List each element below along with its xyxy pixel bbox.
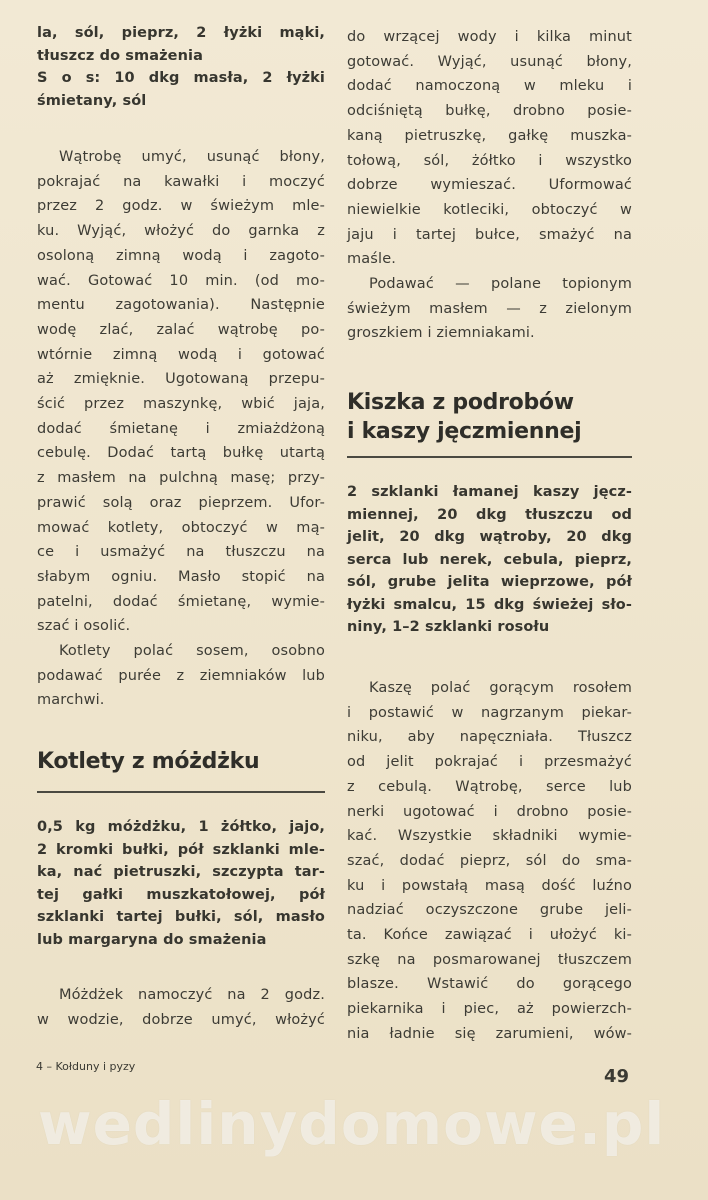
text-line: piekarnika i piec, aż powierzch-	[347, 1001, 632, 1018]
text-line: wać. Gotować 10 min. (od mo-	[37, 272, 325, 289]
text-line: dodać namoczoną w mleku i	[347, 78, 632, 95]
text-line: cebulę. Dodać tartą bułkę utartą	[37, 445, 325, 462]
text-line: słabym ogniu. Masło stopić na	[37, 568, 325, 585]
instructions-paragraph-4	[347, 676, 632, 1047]
text-line: do wrzącej wody i kilka minut	[347, 29, 632, 45]
page-number: 49	[604, 1066, 630, 1087]
instructions-paragraph-3	[37, 983, 325, 1032]
text-line: ku. Wyjąć, włożyć do garnka z	[37, 223, 325, 240]
text-line: gotować. Wyjąć, usunąć błony,	[347, 53, 632, 70]
ingredients-line: łyżki smalcu, 15 dkg świeżej sło-	[347, 596, 632, 613]
ingredients-block-2	[37, 816, 325, 951]
title-line: i kaszy jęczmiennej	[347, 419, 582, 444]
watermark: wedlinydomowe.pl	[38, 1090, 666, 1158]
text-line: z cebulą. Wątrobę, serce lub	[347, 778, 632, 795]
text-line: groszkiem i ziemniakami.	[347, 325, 535, 342]
text-line: tołową, sól, żółtko i wszystko	[347, 152, 632, 169]
text-line: Podawać — polane topionym	[369, 276, 632, 293]
text-line: w wodzie, dobrze umyć, włożyć	[37, 1011, 325, 1028]
ingredients-line: 2 szklanki łamanej kaszy jęcz-	[347, 484, 632, 500]
text-line: niewielkie kotleciki, obtoczyć w	[347, 201, 632, 218]
text-line: ce i usmażyć na tłuszczu na	[37, 544, 325, 561]
ingredients-line: szklanki tartej bułki, sól, masło	[37, 909, 325, 925]
chapter-footer: 4 – Kołduny i pyzy	[36, 1060, 136, 1073]
text-line: maśle.	[347, 251, 397, 268]
text-line: marchwi.	[37, 692, 105, 709]
text-line: pokrajać na kawałki i moczyć	[37, 173, 325, 190]
ingredients-line: lub margaryna do smażenia	[37, 931, 267, 948]
text-line: dobrze wymieszać. Uformować	[347, 177, 632, 194]
text-line: odciśniętą bułkę, drobno posie-	[347, 103, 632, 120]
text-line: i postawić w nagrzanym piekar-	[347, 704, 632, 721]
text-line: wodę zlać, zalać wątrobę po-	[37, 321, 325, 338]
text-line: od jelit pokrajać i przesmażyć	[347, 754, 632, 771]
instructions-paragraph-1	[37, 145, 325, 713]
title-line: Kiszka z podrobów	[347, 390, 574, 415]
ingredients-line: miennej, 20 dkg tłuszczu od	[347, 506, 632, 523]
text-line: ta. Końce zawiązać i ułożyć ki-	[347, 927, 632, 944]
title-divider	[347, 456, 632, 458]
text-line: Wątrobę umyć, usunąć błony,	[59, 149, 325, 165]
text-line: mować kotlety, obtoczyć w mą-	[37, 519, 325, 536]
text-line: ku i powstałą masą dość luźno	[347, 877, 632, 894]
recipe-title: Kotlety z móżdżku	[37, 749, 260, 774]
text-line: z masłem na pulchną masę; przy-	[37, 470, 325, 487]
text-line: prawić solą oraz pieprzem. Ufor-	[37, 494, 325, 511]
ingredients-block-1	[37, 22, 325, 112]
text-line: kaną pietruszkę, gałkę muszka-	[347, 127, 632, 144]
text-line: dodać śmietanę i zmiażdżoną	[37, 420, 325, 437]
ingredients-line: 2 kromki bułki, pół szklanki mle-	[37, 841, 325, 858]
text-line: wtórnie zimną wodą i gotować	[37, 346, 325, 363]
ingredients-line: serca lub nerek, cebula, pieprz,	[347, 551, 632, 568]
sauce-line: S o s: 10 dkg masła, 2 łyżki	[37, 70, 325, 86]
text-line: patelni, dodać śmietanę, wymie-	[37, 593, 325, 610]
text-line: aż zmięknie. Ugotowaną przepu-	[37, 371, 325, 388]
text-line: Kaszę polać gorącym rosołem	[369, 680, 632, 696]
text-line: nia ładnie się zarumieni, wów-	[347, 1025, 632, 1042]
text-line: podawać purée z ziemniaków lub	[37, 667, 325, 684]
ingredients-line: 0,5 kg móżdżku, 1 żółtko, jajo,	[37, 819, 325, 835]
ingredients-line: ka, nać pietruszki, szczypta tar-	[37, 864, 325, 880]
text-line: szać, dodać pieprz, sól do sma-	[347, 852, 632, 869]
ingredients-line: niny, 1–2 szklanki rosołu	[347, 619, 550, 635]
ingredients-block-3	[347, 481, 632, 639]
ingredients-line: jelit, 20 dkg wątroby, 20 dkg	[347, 529, 632, 545]
recipe-title	[347, 388, 581, 446]
text-line: jaju i tartej bułce, smażyć na	[347, 226, 632, 243]
sauce-line: śmietany, sól	[37, 92, 147, 109]
text-line: Kotlety polać sosem, osobno	[59, 643, 325, 660]
ingredients-line: sól, grube jelita wieprzowe, pół	[347, 574, 632, 590]
instructions-continued	[347, 25, 632, 346]
ingredients-line: tłuszcz do smażenia	[37, 47, 203, 64]
text-line: blasze. Wstawić do gorącego	[347, 976, 632, 993]
text-line: ścić przez maszynkę, wbić jaja,	[37, 396, 325, 413]
text-line: szać i osolić.	[37, 618, 131, 635]
text-line: świeżym masłem — z zielonym	[347, 300, 632, 317]
text-line: niku, aby napęczniała. Tłuszcz	[347, 729, 632, 746]
text-line: osoloną zimną wodą i zagoto-	[37, 247, 325, 264]
text-line: przez 2 godz. w świeżym mle-	[37, 198, 325, 215]
title-divider	[37, 791, 325, 793]
text-line: kać. Wszystkie składniki wymie-	[347, 828, 632, 845]
text-line: nerki ugotować i drobno posie-	[347, 803, 632, 820]
ingredients-line: tej gałki muszkatołowej, pół	[37, 886, 325, 903]
ingredients-line: la, sól, pieprz, 2 łyżki mąki,	[37, 25, 325, 41]
text-line: Móżdżek namoczyć na 2 godz.	[59, 987, 325, 1003]
text-line: nadziać oczyszczone grube jeli-	[347, 902, 632, 919]
text-line: szkę na posmarowanej tłuszczem	[347, 951, 632, 968]
text-line: mentu zagotowania). Następnie	[37, 297, 325, 314]
